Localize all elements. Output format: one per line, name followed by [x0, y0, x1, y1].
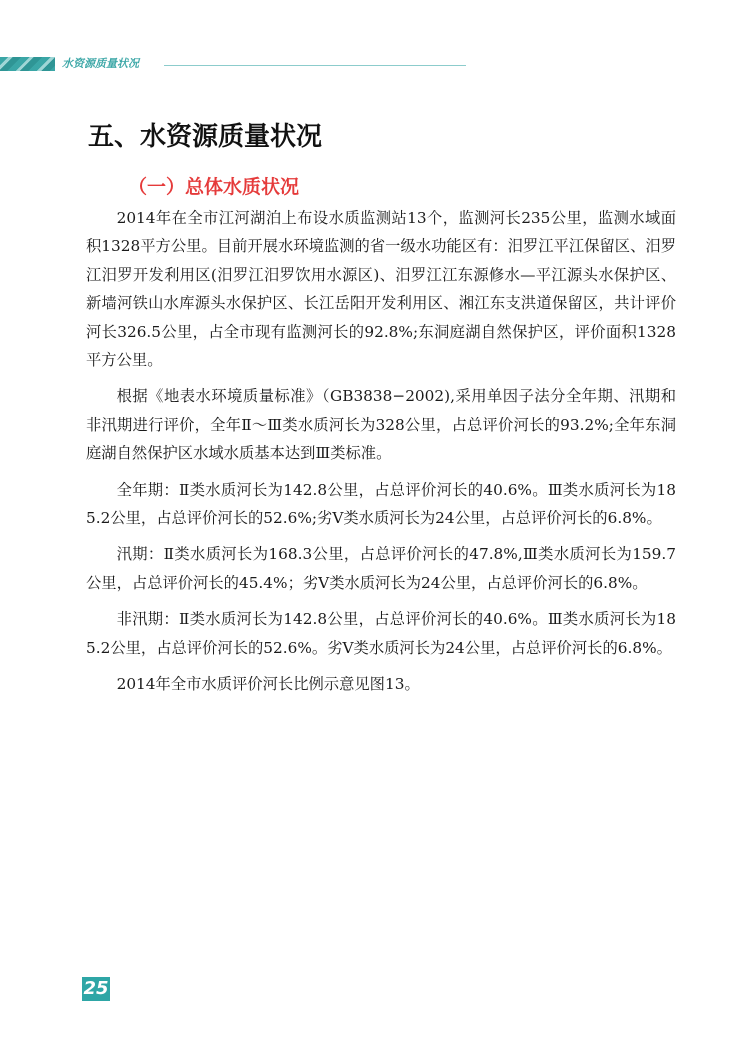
subsection-title: （一）总体水质状况 [128, 176, 300, 198]
paragraph-evaluation-standard: 根据《地表水环境质量标准》（GB3838−2002),采用单因子法分全年期、汛期和非汛期进行评价，全年Ⅱ～Ⅲ类水质河长为328公里，占总评价河长的93.2%;全年东洞庭湖自然保护区水域水质基本达到Ⅲ类标准。 [86, 387, 676, 463]
header-rule-line [164, 65, 466, 66]
header-decoration-stripes [0, 57, 55, 71]
paragraph-monitoring-overview: 2014年在全市江河湖泊上布设水质监测站13个，监测河长235公里，监测水域面积1328平方公里。目前开展水环境监测的省一级水功能区有：汨罗江平江保留区、汨罗江汨罗开发利用区(汨罗江汨罗饮用水源区)、汨罗江江东源修水—平江源头水保护区、新墙河铁山水库源头水保护区、长江岳阳开发利用区、湘江东支洪道保留区，共计评价河长326.5公里，占全市现有监测河长的92.8%;东洞庭湖自然保护区，评价面积1328平方公里。 [86, 209, 676, 370]
paragraph-full-year: 全年期：Ⅱ类水质河长为142.8公里，占总评价河长的40.6%。Ⅲ类水质河长为185.2公里，占总评价河长的52.6%;劣Ⅴ类水质河长为24公里，占总评价河长的6.8%。 [86, 480, 676, 528]
body-text [86, 204, 676, 707]
running-header-title: 水资源质量状况 [62, 57, 139, 70]
page-number-badge: 25 [83, 978, 109, 999]
paragraph-figure-reference: 2014年全市水质评价河长比例示意见图13。 [116, 675, 420, 694]
paragraph-non-flood-season: 非汛期：Ⅱ类水质河长为142.8公里，占总评价河长的40.6%。Ⅲ类水质河长为185.2公里，占总评价河长的52.6%。劣Ⅴ类水质河长为24公里，占总评价河长的6.8%。 [86, 610, 676, 657]
section-title: 五、水资源质量状况 [88, 122, 323, 152]
paragraph-flood-season: 汛期：Ⅱ类水质河长为168.3公里，占总评价河长的47.8%,Ⅲ类水质河长为159.7公里，占总评价河长的45.4%；劣Ⅴ类水质河长为24公里，占总评价河长的6.8%。 [86, 545, 676, 592]
